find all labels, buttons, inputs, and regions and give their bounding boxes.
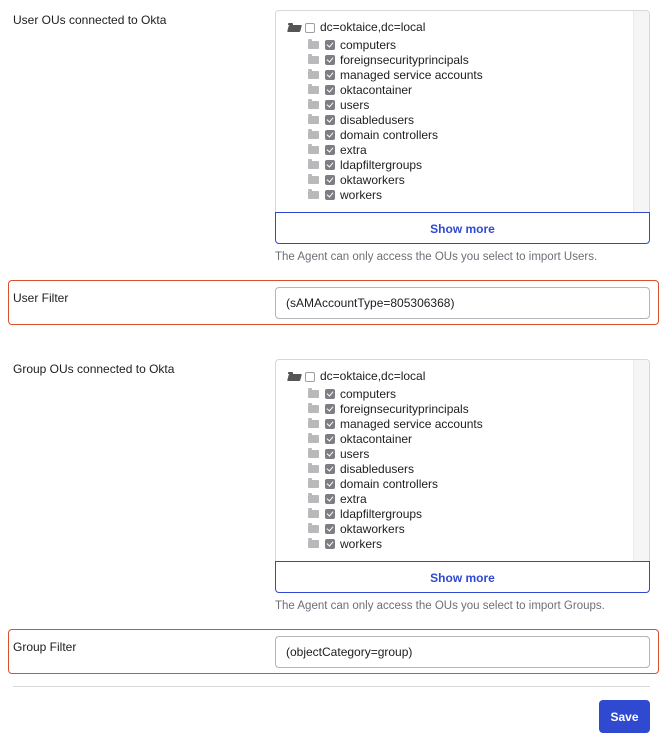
ou-checkbox[interactable] xyxy=(325,40,335,50)
folder-icon xyxy=(308,176,319,184)
tree-item-label: disabledusers xyxy=(340,112,415,127)
folder-icon xyxy=(308,56,319,64)
tree-item-computers xyxy=(308,37,483,52)
folder-open-icon[interactable] xyxy=(288,23,301,32)
tree-item-label: users xyxy=(340,97,370,112)
ou-checkbox[interactable] xyxy=(325,419,335,429)
tree-item-domain-controllers xyxy=(308,127,483,142)
ou-checkbox[interactable] xyxy=(325,190,335,200)
tree-children xyxy=(308,386,483,551)
tree-item-oktacontainer xyxy=(308,431,483,446)
tree-item-label: oktaworkers xyxy=(340,172,405,187)
tree-item-label: domain controllers xyxy=(340,476,439,491)
root-checkbox[interactable] xyxy=(305,372,315,382)
folder-icon xyxy=(308,510,319,518)
tree-scrollbar[interactable] xyxy=(633,11,649,212)
tree-item-label: foreignsecurityprincipals xyxy=(340,401,469,416)
group-ous-label: Group OUs connected to Okta xyxy=(13,362,175,376)
group-ous-tree-box xyxy=(275,359,650,561)
tree-item-label: disabledusers xyxy=(340,461,415,476)
tree-item-ldapfiltergroups xyxy=(308,506,483,521)
folder-icon xyxy=(308,116,319,124)
folder-icon xyxy=(308,405,319,413)
ou-checkbox[interactable] xyxy=(325,434,335,444)
tree-item-label: managed service accounts xyxy=(340,67,483,82)
folder-icon xyxy=(308,525,319,533)
tree-item-label: ldapfiltergroups xyxy=(340,506,423,521)
ou-checkbox[interactable] xyxy=(325,70,335,80)
folder-icon xyxy=(308,480,319,488)
tree-item-extra xyxy=(308,142,483,157)
save-button[interactable]: Save xyxy=(599,700,650,733)
folder-icon xyxy=(308,161,319,169)
ou-checkbox[interactable] xyxy=(325,524,335,534)
tree-item-workers xyxy=(308,536,483,551)
ou-checkbox[interactable] xyxy=(325,160,335,170)
tree-item-users xyxy=(308,446,483,461)
root-checkbox[interactable] xyxy=(305,23,315,33)
tree-children xyxy=(308,37,483,202)
tree-item-label: oktaworkers xyxy=(340,521,405,536)
ou-checkbox[interactable] xyxy=(325,479,335,489)
folder-icon xyxy=(308,71,319,79)
folder-icon xyxy=(308,131,319,139)
ou-checkbox[interactable] xyxy=(325,509,335,519)
folder-icon xyxy=(308,146,319,154)
folder-icon xyxy=(308,101,319,109)
tree-item-label: oktacontainer xyxy=(340,82,413,97)
tree-item-label: domain controllers xyxy=(340,127,439,142)
tree-item-computers xyxy=(308,386,483,401)
user-filter-label: User Filter xyxy=(13,291,69,305)
ou-checkbox[interactable] xyxy=(325,494,335,504)
tree-item-disabledusers xyxy=(308,461,483,476)
group-filter-input[interactable] xyxy=(275,636,650,668)
folder-icon xyxy=(308,86,319,94)
group-filter-label: Group Filter xyxy=(13,640,77,654)
ou-checkbox[interactable] xyxy=(325,449,335,459)
tree-scrollbar[interactable] xyxy=(633,360,649,561)
user-ous-label: User OUs connected to Okta xyxy=(13,13,167,27)
tree-item-ldapfiltergroups xyxy=(308,157,483,172)
group-ous-show-more-button[interactable]: Show more xyxy=(275,561,650,593)
tree-root-label: dc=oktaice,dc=local xyxy=(320,369,426,383)
folder-icon xyxy=(308,540,319,548)
ou-checkbox[interactable] xyxy=(325,404,335,414)
user-ous-show-more-button[interactable]: Show more xyxy=(275,212,650,244)
tree-item-label: ldapfiltergroups xyxy=(340,157,423,172)
tree-item-label: extra xyxy=(340,491,367,506)
tree-item-managed-service-accounts xyxy=(308,67,483,82)
tree-item-label: extra xyxy=(340,142,367,157)
folder-icon xyxy=(308,465,319,473)
tree-item-workers xyxy=(308,187,483,202)
tree-item-oktaworkers xyxy=(308,172,483,187)
tree-item-label: foreignsecurityprincipals xyxy=(340,52,469,67)
group-ous-hint: The Agent can only access the OUs you select to import Groups. xyxy=(275,600,605,612)
ou-checkbox[interactable] xyxy=(325,464,335,474)
tree-item-label: workers xyxy=(340,187,383,202)
ou-checkbox[interactable] xyxy=(325,100,335,110)
folder-icon xyxy=(308,450,319,458)
user-ous-tree-box xyxy=(275,10,650,212)
tree-item-managed-service-accounts xyxy=(308,416,483,431)
tree-root-label: dc=oktaice,dc=local xyxy=(320,20,426,34)
folder-icon xyxy=(308,41,319,49)
user-filter-row xyxy=(8,280,659,325)
ou-checkbox[interactable] xyxy=(325,389,335,399)
tree-item-users xyxy=(308,97,483,112)
tree-item-label: workers xyxy=(340,536,383,551)
tree-root xyxy=(288,369,425,383)
ou-checkbox[interactable] xyxy=(325,539,335,549)
tree-item-domain-controllers xyxy=(308,476,483,491)
tree-item-extra xyxy=(308,491,483,506)
divider xyxy=(13,686,650,687)
ou-checkbox[interactable] xyxy=(325,55,335,65)
ou-checkbox[interactable] xyxy=(325,175,335,185)
user-filter-input[interactable] xyxy=(275,287,650,319)
tree-item-oktaworkers xyxy=(308,521,483,536)
tree-item-label: computers xyxy=(340,37,397,52)
user-ous-hint: The Agent can only access the OUs you select to import Users. xyxy=(275,251,598,263)
group-ous-tree xyxy=(275,359,650,593)
ou-checkbox[interactable] xyxy=(325,115,335,125)
tree-root xyxy=(288,20,425,34)
tree-item-label: users xyxy=(340,446,370,461)
tree-item-foreignsecurityprincipals xyxy=(308,401,483,416)
folder-icon xyxy=(308,420,319,428)
tree-item-foreignsecurityprincipals xyxy=(308,52,483,67)
folder-icon xyxy=(308,191,319,199)
tree-item-label: oktacontainer xyxy=(340,431,413,446)
folder-icon xyxy=(308,390,319,398)
folder-icon xyxy=(308,495,319,503)
tree-item-oktacontainer xyxy=(308,82,483,97)
tree-item-label: managed service accounts xyxy=(340,416,483,431)
ou-checkbox[interactable] xyxy=(325,85,335,95)
group-filter-row xyxy=(8,629,659,674)
folder-open-icon[interactable] xyxy=(288,372,301,381)
user-ous-tree xyxy=(275,10,650,244)
ou-checkbox[interactable] xyxy=(325,145,335,155)
ou-checkbox[interactable] xyxy=(325,130,335,140)
folder-icon xyxy=(308,435,319,443)
tree-item-disabledusers xyxy=(308,112,483,127)
tree-item-label: computers xyxy=(340,386,397,401)
